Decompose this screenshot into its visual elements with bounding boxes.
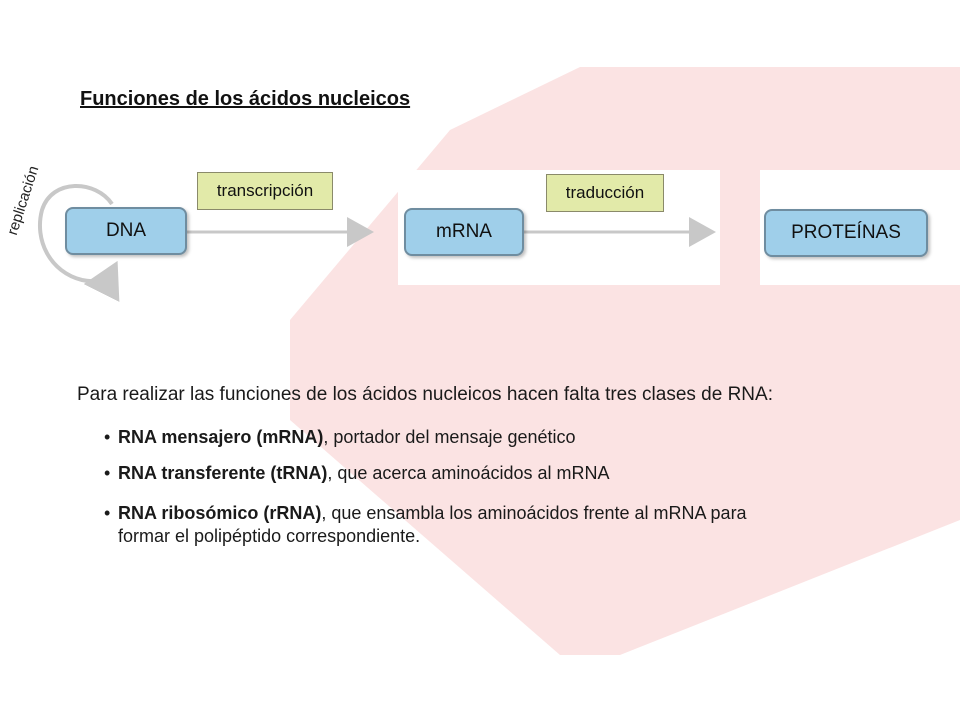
list-item <box>104 462 610 484</box>
bullet-dot: • <box>104 503 111 523</box>
bullet-dot: • <box>104 427 111 447</box>
intro-text: Para realizar las funciones de los ácidos nucleicos hacen falta tres clases de RNA: <box>77 384 773 405</box>
list-item-rest: , que acerca aminoácidos al mRNA <box>327 463 610 483</box>
list-item-bold: RNA ribosómico (rRNA) <box>118 503 322 523</box>
node-dna-label: DNA <box>105 220 147 241</box>
list-item-rest: , portador del mensaje genético <box>323 427 576 447</box>
page-title: Funciones de los ácidos nucleicos <box>80 88 411 110</box>
list-item-bold: RNA mensajero (mRNA) <box>118 427 324 447</box>
node-dna <box>65 207 187 255</box>
list-item-bold: RNA transferente (tRNA) <box>118 463 328 483</box>
step-transcription-label: transcripción <box>216 181 314 200</box>
step-transcription <box>197 172 333 210</box>
step-replication-label: replicación <box>4 163 43 238</box>
bullet-dot: • <box>104 463 111 483</box>
list-item-continuation: formar el polipéptido correspondiente. <box>118 526 421 546</box>
step-translation-label: traducción <box>565 183 645 202</box>
node-mrna <box>404 208 524 256</box>
list-item-rest: , que ensambla los aminoácidos frente al mRNA para <box>321 503 747 523</box>
step-translation <box>546 174 664 212</box>
node-proteins-label: PROTEÍNAS <box>791 222 901 243</box>
node-mrna-label: mRNA <box>436 221 492 242</box>
list-item <box>104 502 747 524</box>
list-item <box>104 426 576 448</box>
node-proteins <box>764 209 928 257</box>
